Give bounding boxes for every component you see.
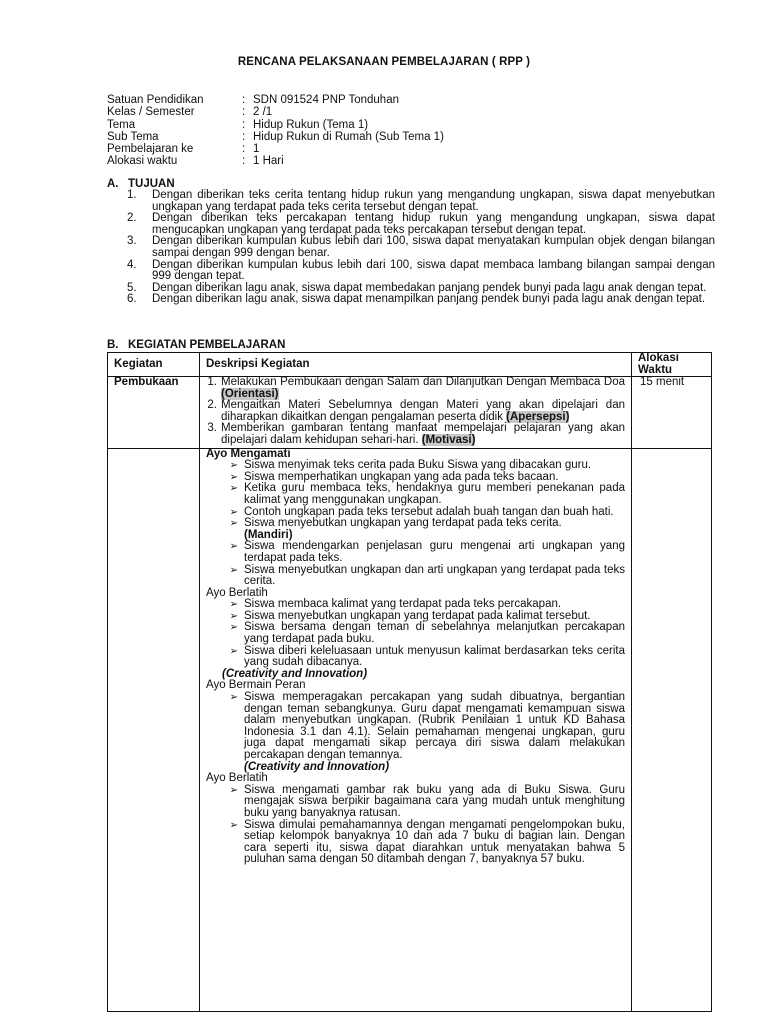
info-value: Hidup Rukun (Tema 1)	[253, 118, 369, 131]
section-title: TUJUAN	[128, 178, 175, 190]
info-value: 2 /1	[253, 106, 273, 119]
bullet-text: Contoh ungkapan pada teks tersebut adalah buah tangan dan buah hati.	[244, 505, 614, 518]
table-cell	[200, 448, 632, 1011]
arrowhead-bullet-icon: ➢	[229, 599, 238, 611]
list-text	[221, 423, 625, 446]
table-cell	[108, 377, 200, 449]
kegiatan-pembukaan-label: Pembukaan	[114, 376, 179, 388]
info-row	[107, 94, 444, 106]
arrowhead-bullet-icon: ➢	[229, 692, 238, 704]
list-text	[221, 400, 625, 423]
info-row	[107, 131, 444, 143]
bullet-item	[200, 820, 625, 866]
info-label: Alokasi waktu	[107, 155, 178, 168]
info-colon: :	[242, 106, 246, 119]
bullet-text: Siswa menyebutkan ungkapan yang terdapat pada kalimat tersebut.	[244, 609, 591, 622]
info-block	[107, 94, 444, 168]
info-row	[107, 155, 444, 167]
creativity-note: (Creativity and Innovation)	[222, 667, 368, 680]
creativity-note: (Creativity and Innovation)	[244, 760, 390, 773]
table-cell	[108, 448, 200, 1011]
list-item	[127, 294, 715, 306]
item-text: Melakukan Pembukaan dengan Salam dan Dilanjutkan Dengan Membaca Doa	[221, 376, 625, 388]
ayo-berlatih-heading: Ayo Berlatih	[206, 772, 268, 785]
list-item	[127, 236, 715, 259]
arrowhead-bullet-icon: ➢	[229, 622, 238, 634]
info-row	[107, 143, 444, 155]
arrowhead-bullet-icon: ➢	[229, 506, 238, 518]
header-kegiatan: Kegiatan	[114, 357, 163, 370]
section-b-heading	[107, 339, 285, 351]
list-text: Dengan diberikan lagu anak, siswa dapat menampilkan panjang pendek bunyi pada lagu anak dengan tepat.	[152, 293, 706, 306]
bullet-item	[200, 460, 625, 472]
bullet-text: Siswa mengamati gambar rak buku yang ada di Buku Siswa. Guru mengajak siswa berpikir bagaimana cara yang mudah untuk menghitung buku yang banyaknya ratusan.	[244, 783, 625, 819]
section-number: B.	[107, 339, 119, 351]
bullet-item	[200, 541, 625, 564]
bullet-item	[200, 565, 625, 588]
info-value: 1	[253, 143, 260, 156]
list-text: Dengan diberikan lagu anak, siswa dapat membedakan panjang pendek bunyi pada lagu anak dengan tepat.	[152, 281, 707, 294]
ayo-mengamati-heading: Ayo Mengamati	[206, 447, 291, 460]
arrowhead-bullet-icon: ➢	[229, 564, 238, 576]
highlight-tag: (Apersepsi)	[506, 410, 570, 423]
arrowhead-bullet-icon: ➢	[229, 610, 238, 622]
arrowhead-bullet-icon: ➢	[229, 819, 238, 831]
arrowhead-bullet-icon: ➢	[229, 460, 238, 472]
pembukaan-list	[200, 377, 631, 448]
highlight-tag: (Motivasi)	[421, 433, 476, 446]
bullet-text: Siswa dimulai pemahamannya dengan mengamati pengelompokan buku, setiap kelompok banyaknya 10 dan ada 7 buku di bagian lain. Dengan cara seperti itu, siswa dapat diarahkan untuk menyatakan bahwa 5 puluhan sama dengan 50 ditambah dengan 7, banyaknya 57 buku.	[244, 818, 625, 866]
tujuan-list	[127, 190, 715, 306]
arrowhead-bullet-icon: ➢	[229, 518, 238, 530]
table-row	[108, 377, 712, 449]
header-deskripsi: Deskripsi Kegiatan	[206, 357, 310, 370]
list-text: Dengan diberikan teks cerita tentang hidup rukun yang mengandung ungkapan, siswa dapat menyebutkan ungkapan yang terdapat pada teks cerita tersebut dengan tepat.	[152, 189, 715, 213]
bullet-text: Siswa menyimak teks cerita pada Buku Siswa yang dibacakan guru.	[244, 459, 592, 472]
list-item	[127, 213, 715, 236]
info-value: 1 Hari	[253, 155, 284, 168]
arrowhead-bullet-icon: ➢	[229, 645, 238, 657]
bullet-text: Siswa menyebutkan ungkapan dan arti ungkapan yang terdapat pada teks cerita.	[244, 563, 625, 588]
info-value: SDN 091524 PNP Tonduhan	[253, 94, 399, 106]
kegiatan-table	[107, 352, 712, 1012]
alokasi-pembukaan: 15 menit	[640, 376, 685, 388]
section-title: KEGIATAN PEMBELAJARAN	[128, 339, 286, 351]
arrowhead-bullet-icon: ➢	[229, 471, 238, 483]
info-label: Kelas / Semester	[107, 106, 195, 119]
section-number: A.	[107, 178, 119, 190]
list-number: 1.	[207, 376, 217, 388]
arrowhead-bullet-icon: ➢	[229, 784, 238, 796]
bullet-item	[200, 483, 625, 506]
bullet-item	[200, 646, 625, 669]
list-number: 5.	[127, 281, 137, 294]
table-cell	[632, 448, 712, 1011]
inti-content	[200, 449, 631, 866]
list-text: Dengan diberikan kumpulan kubus lebih dari 100, siswa dapat menyatakan kumpulan objek dengan bilangan sampai dengan 999 dengan benar.	[152, 235, 715, 259]
info-colon: :	[242, 130, 246, 143]
bullet-text: Siswa bersama dengan teman di sebelahnya melanjutkan percakapan yang terdapat pada buku.	[244, 621, 625, 646]
bullet-text: Siswa memperagakan percakapan yang sudah dibuatnya, bergantian dengan teman sebangkunya. Guru dapat mengamati kemampuan siswa dalam menyebutkan ungkapan. (Rubrik Penilaian 1 untuk KD Bahasa Indonesia 3.1 dan 4.1). Selain pemahaman mengenai ungkapan, guru juga dapat mengamati sikap percaya diri siswa dalam melakukan percakapan dengan temannya.	[244, 691, 625, 761]
info-value: Hidup Rukun di Rumah (Sub Tema 1)	[253, 130, 444, 143]
list-number: 3.	[207, 422, 217, 435]
info-label: Pembelajaran ke	[107, 143, 194, 156]
list-item	[127, 260, 715, 283]
list-text: Dengan diberikan kumpulan kubus lebih dari 100, siswa dapat membaca lambang bilangan sampai dengan 999 dengan tepat.	[152, 258, 715, 283]
bullet-text: Ketika guru membaca teks, hendaknya guru memberi penekanan pada kalimat yang menggunakan ungkapan.	[244, 482, 625, 506]
document-title: RENCANA PELAKSANAAN PEMBELAJARAN ( RPP )	[237, 56, 531, 68]
info-colon: :	[242, 94, 246, 106]
list-item	[200, 400, 625, 423]
list-number: 2.	[127, 212, 137, 225]
bullet-item	[200, 785, 625, 820]
bullet-item	[200, 622, 625, 645]
table-header	[632, 353, 712, 377]
item-text: Memberikan gambaran tentang manfaat mempelajari pelajaran yang akan dipelajari dalam kehidupan sehari-hari.	[221, 422, 625, 446]
bullet-text: Siswa memperhatikan ungkapan yang ada pada teks bacaan.	[244, 470, 559, 483]
info-label: Satuan Pendidikan	[107, 94, 204, 106]
list-number: 3.	[127, 235, 137, 248]
table-header	[200, 353, 632, 377]
list-text: Dengan diberikan teks percakapan tentang hidup rukun yang mengandung ungkapan, siswa dapat mengucapkan ungkapan yang terdapat pada teks percakapan tersebut dengan tepat.	[152, 212, 715, 236]
list-item	[200, 377, 625, 400]
ayo-berlatih-heading: Ayo Berlatih	[206, 586, 268, 599]
info-colon: :	[242, 155, 246, 168]
list-item	[127, 190, 715, 213]
item-text: Siswa menyebutkan ungkapan yang terdapat pada teks cerita.	[244, 517, 562, 530]
bullet-item	[200, 692, 625, 762]
bullet-text: Siswa mendengarkan penjelasan guru mengenai arti ungkapan yang terdapat pada teks.	[244, 540, 625, 564]
info-row	[107, 106, 444, 118]
table-header	[108, 353, 200, 377]
list-text	[221, 377, 625, 400]
bullet-text: Siswa diberi keleluasaan untuk menyusun kalimat berdasarkan teks cerita yang sudah dibacanya.	[244, 644, 625, 669]
info-row	[107, 119, 444, 131]
list-number: 6.	[127, 293, 137, 306]
item-text: Mengaitkan Materi Sebelumnya dengan Materi yang akan dipelajari dan diharapkan dikaitkan dengan pengalaman peserta didik	[221, 399, 625, 423]
info-colon: :	[242, 118, 246, 131]
list-item	[200, 423, 625, 446]
info-label: Sub Tema	[107, 130, 159, 143]
arrowhead-bullet-icon: ➢	[229, 541, 238, 553]
ayo-bermain-peran-heading: Ayo Bermain Peran	[206, 679, 306, 692]
mandiri-tag: (Mandiri)	[244, 528, 293, 541]
header-alokasi: Alokasi Waktu	[638, 352, 679, 376]
list-number: 4.	[127, 258, 137, 271]
table-cell	[200, 377, 632, 449]
bullet-item	[200, 518, 625, 541]
arrowhead-bullet-icon: ➢	[229, 483, 238, 495]
bullet-text: Siswa membaca kalimat yang terdapat pada teks percakapan.	[244, 598, 562, 611]
info-colon: :	[242, 143, 246, 156]
table-row	[108, 448, 712, 1011]
list-number: 2.	[207, 399, 217, 412]
table-cell	[632, 377, 712, 449]
bullet-text	[244, 518, 625, 541]
list-number: 1.	[127, 189, 137, 201]
info-label: Tema	[107, 118, 136, 131]
highlight-tag: (Orientasi)	[221, 387, 279, 400]
table-header-row	[108, 353, 712, 377]
